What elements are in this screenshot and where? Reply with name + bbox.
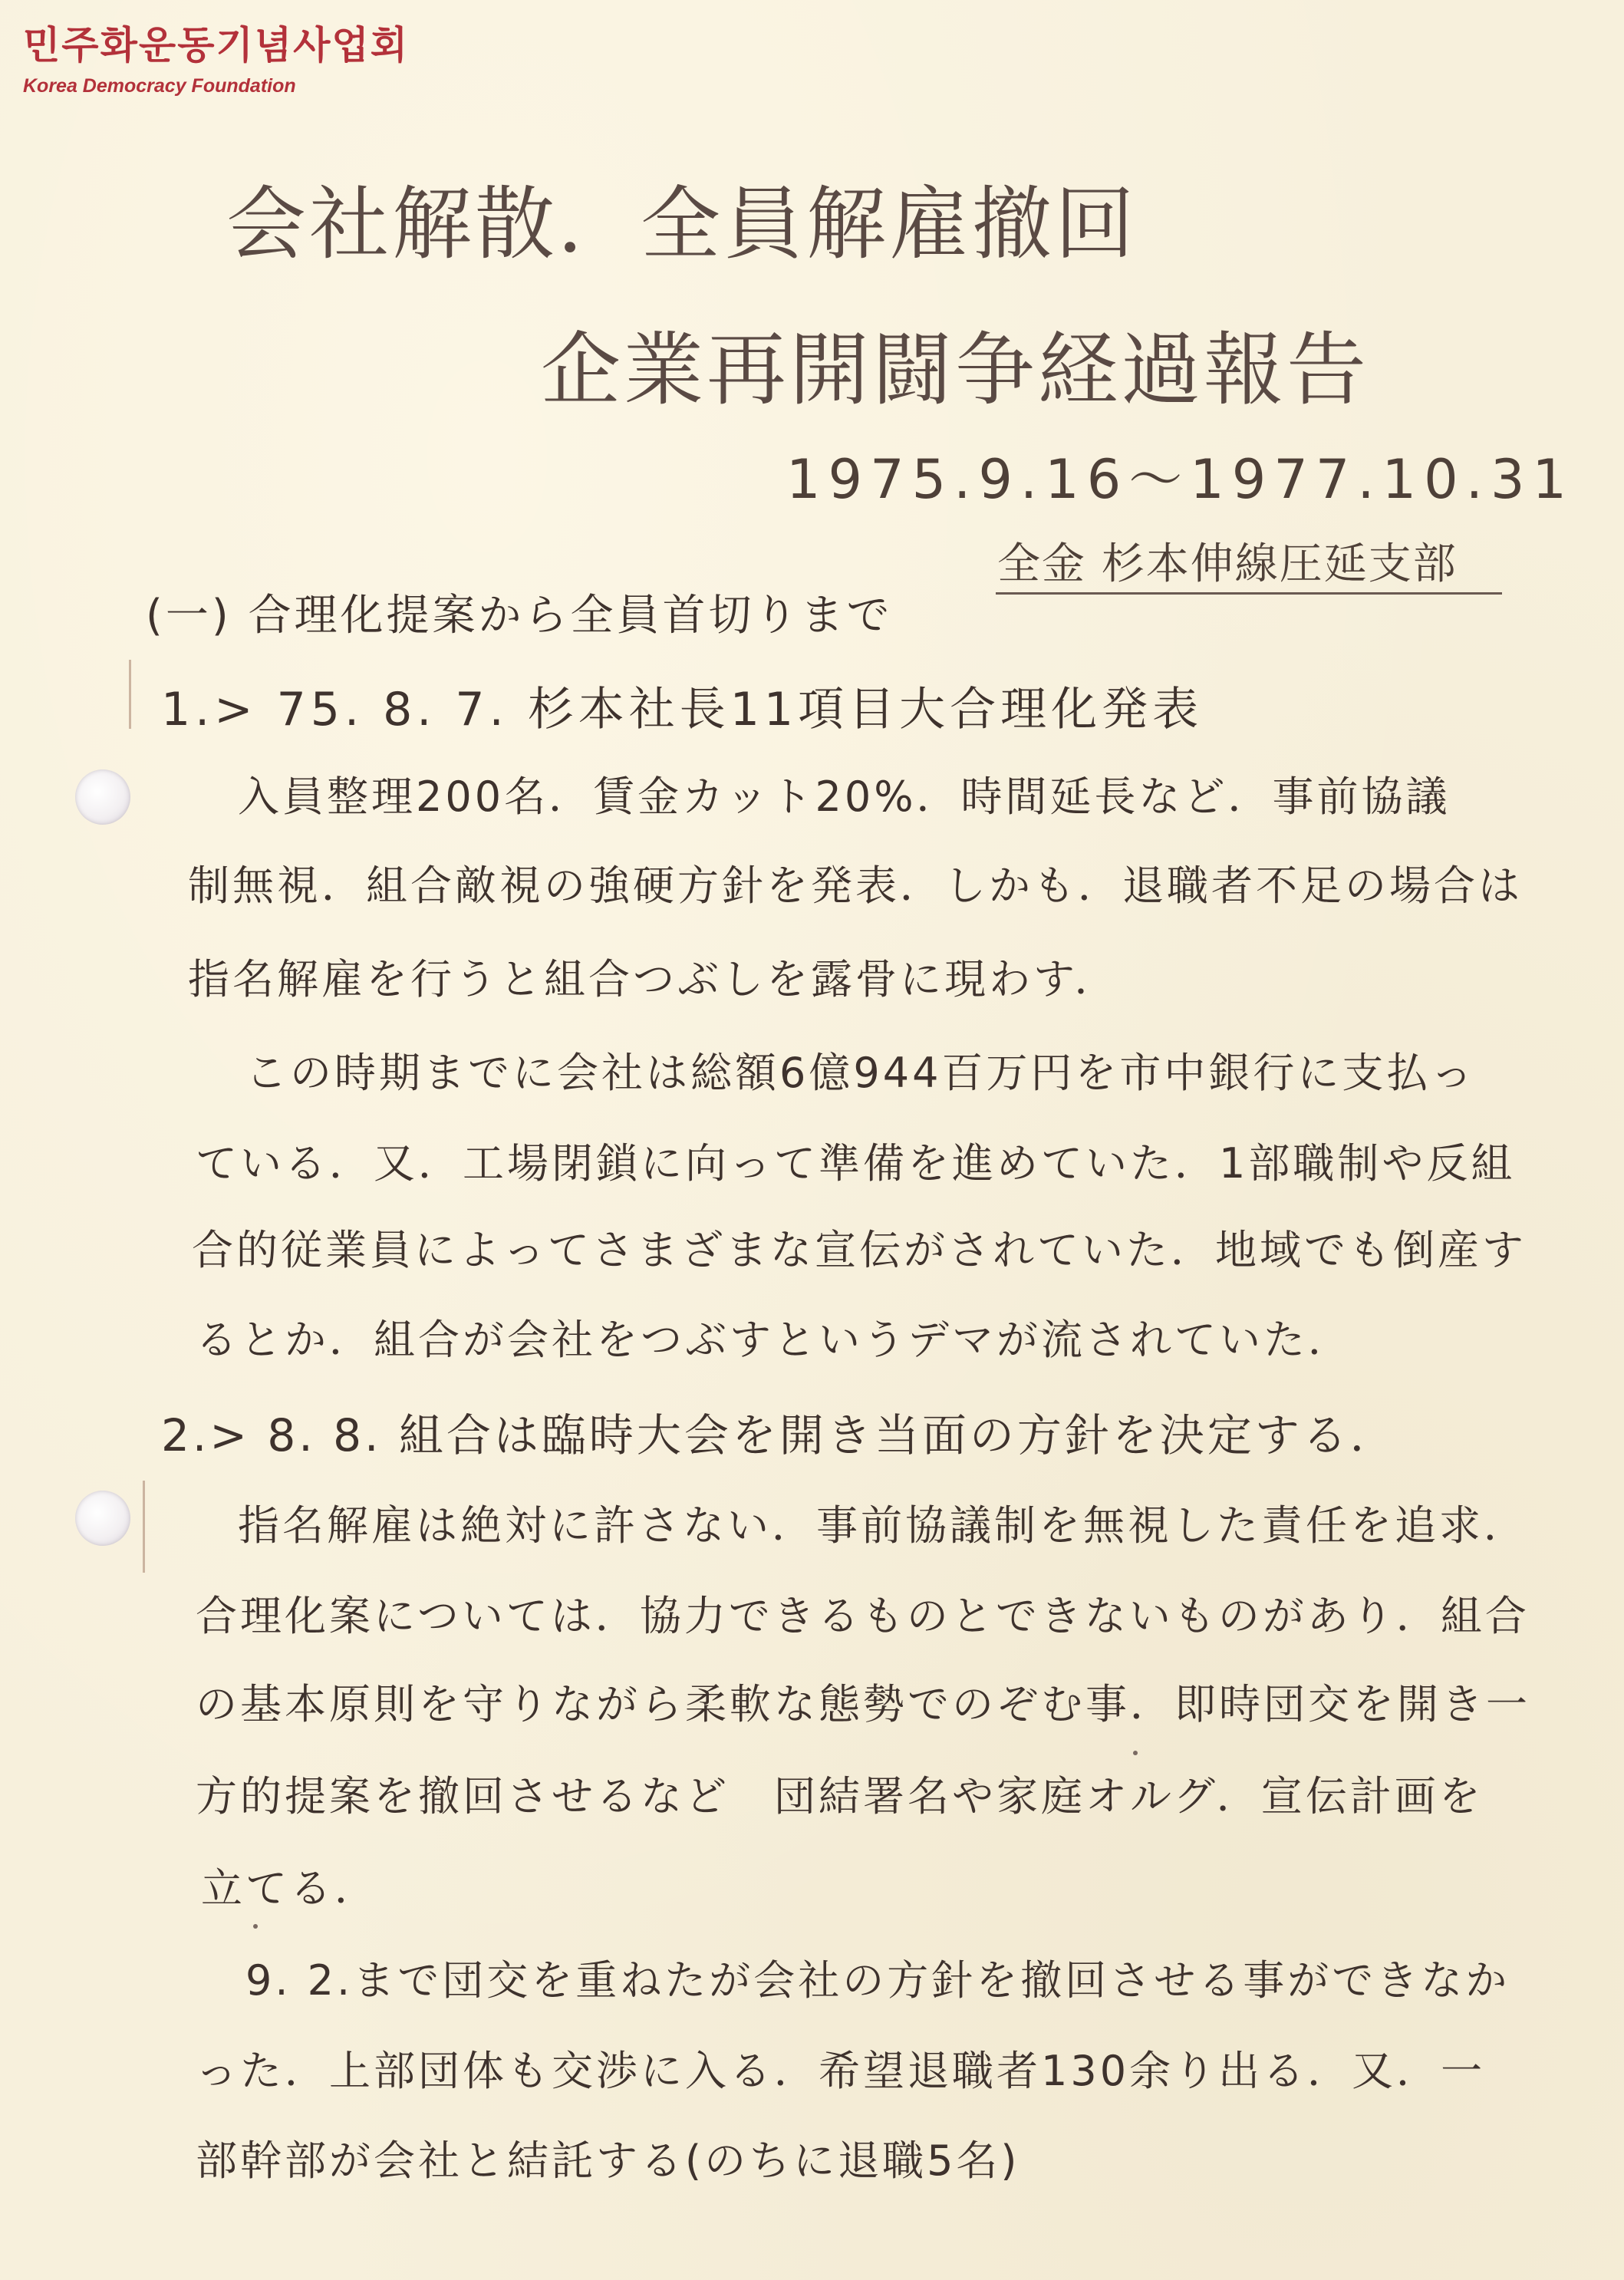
body-line: るとか．組合が会社をつぶすというデマが流されていた． (196, 1316, 1352, 1364)
body-line: 合的従業員によってさまざまな宣伝がされていた．地域でも倒産す (192, 1226, 1527, 1274)
body-line: った．上部団体も交渉に入る．希望退職者130余り出る．又．一 (196, 2047, 1486, 2095)
body-line: 方的提案を撤回させるなど 団結署名や家庭オルグ．宣伝計画を (196, 1772, 1484, 1820)
organization-underline (996, 592, 1502, 595)
body-line: この時期までに会社は総額6億944百万円を市中銀行に支払っ (245, 1049, 1476, 1097)
foundation-logo (23, 23, 409, 97)
punch-hole-top (75, 769, 130, 825)
margin-mark (143, 1481, 145, 1573)
section-heading: (一) 合理化提案から全員首切りまで (146, 591, 893, 641)
logo-english-text: Korea Democracy Foundation (23, 75, 296, 97)
body-line: 部幹部が会社と結託する(のちに退職5名) (196, 2137, 1020, 2185)
body-line: 合理化案については．協力できるものとできないものがあり．組合 (196, 1592, 1530, 1640)
item-2-heading: 2.> 8. 8. 組合は臨時大会を開き当面の方針を決定する． (161, 1409, 1398, 1461)
punch-hole-bottom (75, 1491, 130, 1546)
body-line: 9. 2.まで団交を重ねたが会社の方針を撤回させる事ができなか (245, 1956, 1510, 2005)
body-line: 指名解雇は絶対に許さない．事前協議制を無視した責任を追求． (238, 1501, 1528, 1550)
title-line-2: 企業再開闘争経過報告 (541, 323, 1370, 417)
body-line: 指名解雇を行うと組合つぶしを露骨に現わす． (188, 955, 1119, 1003)
body-line: 入員整理200名．賃金カット20%．時間延長など．事前協議 (238, 773, 1451, 821)
date-range: 1975.9.16～1977.10.31 (786, 448, 1575, 511)
body-line: の基本原則を守りながら柔軟な態勢でのぞむ事．即時団交を開き一 (196, 1680, 1530, 1728)
body-line: 立てる． (201, 1864, 379, 1913)
body-line: ている．又．工場閉鎖に向って準備を進めていた．1部職制や反組 (196, 1139, 1516, 1188)
ink-dot (1133, 1751, 1138, 1755)
organization-name: 全金 杉本伸線圧延支部 (997, 539, 1458, 589)
logo-korean-text: 민주화운동기념사업회 (23, 23, 409, 68)
margin-mark (129, 660, 131, 729)
ink-dot (253, 1924, 258, 1929)
body-line: 制無視．組合敵視の強硬方針を発表．しかも．退職者不足の場合は (188, 862, 1523, 910)
title-line-1: 会社解散．全員解雇撤回 (226, 177, 1138, 271)
item-1-heading: 1.> 75. 8. 7. 杉本社長11項目大合理化発表 (161, 683, 1204, 736)
